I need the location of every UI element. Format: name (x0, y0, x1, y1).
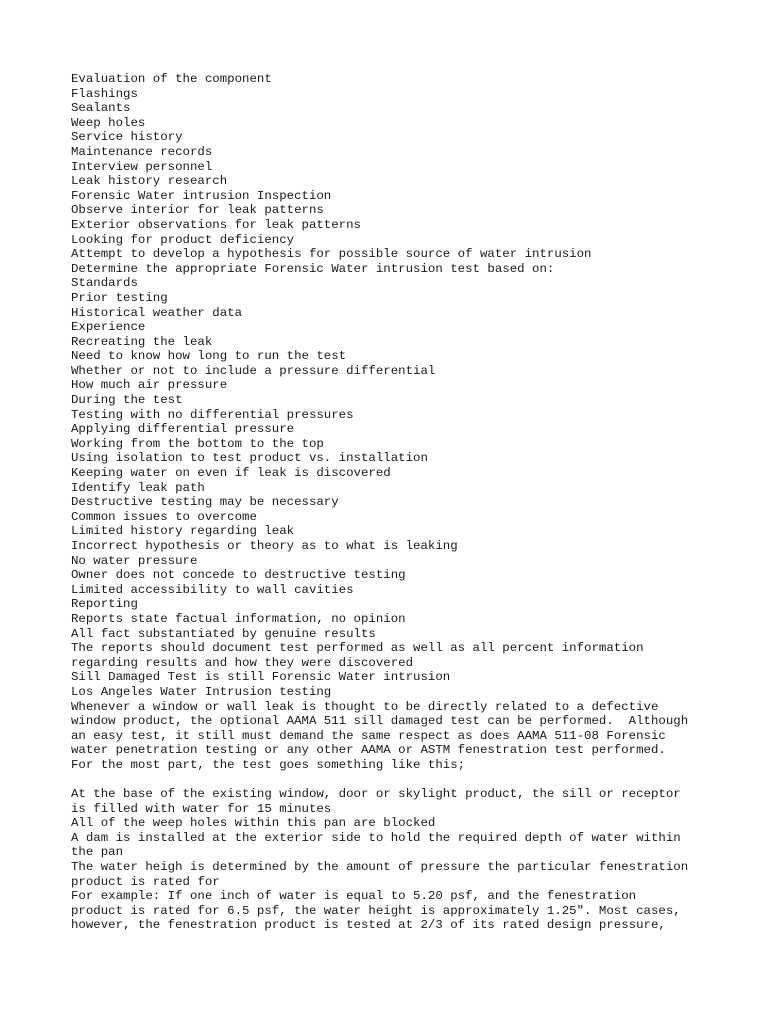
text-line: window product, the optional AAMA 511 sill damaged test can be performed. Although (71, 714, 689, 729)
text-line: Standards (71, 276, 138, 291)
text-line: Destructive testing may be necessary (71, 495, 339, 510)
text-line: Weep holes (71, 115, 146, 130)
text-line: Sealants (71, 101, 131, 116)
text-line: All of the weep holes within this pan are blocked (71, 816, 436, 831)
text-line: For the most part, the test goes something like this; (71, 757, 466, 772)
blank-line (71, 773, 751, 788)
text-line: Common issues to overcome (71, 509, 257, 524)
text-line: The water heigh is determined by the amount of pressure the particular fenestration (71, 860, 689, 875)
text-line: Testing with no differential pressures (71, 407, 354, 422)
document-page (71, 72, 751, 933)
text-line: Whether or not to include a pressure differential (71, 363, 436, 378)
text-line: All fact substantiated by genuine results (71, 626, 376, 641)
text-line: Prior testing (71, 290, 168, 305)
text-line: Observe interior for leak patterns (71, 203, 324, 218)
text-line: Incorrect hypothesis or theory as to what is leaking (71, 539, 458, 553)
text-line: For example: If one inch of water is equal to 5.20 psf, and the fenestration (71, 889, 637, 904)
text-line: Whenever a window or wall leak is thought to be directly related to a defective (71, 699, 659, 714)
text-line: At the base of the existing window, door or skylight product, the sill or receptor (71, 787, 681, 802)
text-line: is filled with water for 15 minutes (71, 801, 332, 816)
text-line: Reporting (71, 597, 138, 612)
text-line: The reports should document test performed as well as all percent information (71, 641, 644, 656)
text-line: Exterior observations for leak patterns (71, 217, 361, 232)
text-line: the pan (71, 845, 124, 860)
text-line: Leak history research (71, 174, 228, 189)
text-line: regarding results and how they were discovered (71, 655, 414, 670)
text-line: During the test (71, 393, 183, 408)
text-line: Reports state factual information, no opinion (71, 611, 406, 626)
text-line: an easy test, it still must demand the same respect as does AAMA 511-08 Forensic (71, 728, 666, 743)
text-line: Flashings (71, 86, 138, 101)
text-line: Working from the bottom to the top (71, 436, 324, 451)
text-line: product is rated for (71, 874, 220, 889)
text-line: Maintenance records (71, 144, 213, 159)
text-line: Los Angeles Water Intrusion testing (71, 684, 332, 699)
text-line: product is rated for 6.5 psf, the water height is approximately 1.25". Most cases, (71, 903, 681, 918)
text-line: Experience (71, 320, 146, 335)
text-line: Limited accessibility to wall cavities (71, 582, 354, 597)
text-line: A dam is installed at the exterior side to hold the required depth of water within (71, 830, 681, 845)
text-line: Evaluation of the component (71, 72, 272, 86)
text-line: Historical weather data (71, 305, 243, 320)
text-line: Limited history regarding leak (71, 524, 295, 539)
text-line: water penetration testing or any other AAMA or ASTM fenestration test performed. (71, 743, 666, 758)
text-line: Looking for product deficiency (71, 232, 295, 247)
text-line: Attempt to develop a hypothesis for possible source of water intrusion (71, 247, 592, 262)
text-line: Identify leak path (71, 480, 205, 495)
text-line: Interview personnel (71, 159, 213, 174)
text-line: Determine the appropriate Forensic Water intrusion test based on: (71, 261, 555, 276)
text-line: No water pressure (71, 553, 198, 568)
text-line: however, the fenestration product is tested at 2/3 of its rated design pressure, (71, 918, 666, 933)
text-line: Forensic Water intrusion Inspection (71, 188, 332, 203)
text-line: Using isolation to test product vs. installation (71, 451, 428, 466)
text-line: Sill Damaged Test is still Forensic Water intrusion (71, 670, 451, 685)
text-line: Applying differential pressure (71, 422, 295, 437)
text-line: Recreating the leak (71, 334, 213, 349)
text-line: Keeping water on even if leak is discovered (71, 466, 391, 481)
text-line: Need to know how long to run the test (71, 349, 347, 364)
text-line: Service history (71, 130, 183, 145)
text-line: How much air pressure (71, 378, 228, 393)
text-line: Owner does not concede to destructive testing (71, 568, 406, 583)
